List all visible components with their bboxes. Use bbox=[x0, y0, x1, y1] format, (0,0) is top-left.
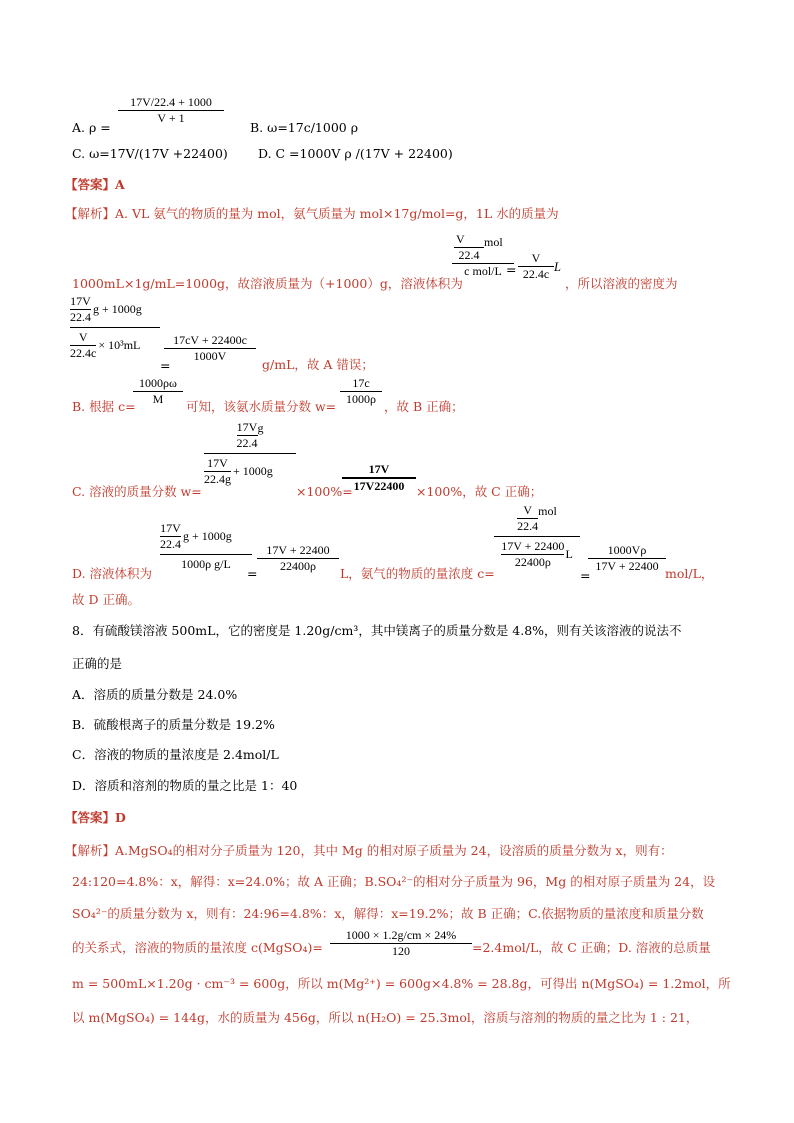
d-den: 1000ρ g/L bbox=[181, 557, 231, 571]
d-text-b: L，氨气的物质的量浓度 c= bbox=[340, 566, 495, 581]
c-text-a: C. 溶液的质量分数 w= bbox=[72, 484, 202, 499]
c-num-den: 22.4 bbox=[236, 436, 258, 450]
d-num-rest: g + 1000g bbox=[183, 529, 232, 543]
c-complex-fraction bbox=[204, 420, 296, 487]
d-conc-fraction bbox=[494, 503, 580, 570]
b-fraction2-num: 17c bbox=[352, 376, 370, 390]
d-num-den: 22.4 bbox=[160, 537, 181, 551]
q7-analysis-line2a: 1000mL×1g/mL=1000g，故溶液质量为（+1000）g，溶液体积为 bbox=[72, 276, 463, 291]
d-result-den: 22400ρ bbox=[280, 559, 316, 573]
density-den-rest: × 10³mL bbox=[98, 338, 141, 352]
q8-analysis-line5: m = 500mL×1.20g · cm⁻³ = 600g，所以 m(Mg²⁺) = 600g×4.8% = 28.8g，可得出 n(MgSO₄) = 1.2mol，所 bbox=[72, 976, 731, 991]
frac-cmol: c mol/L bbox=[464, 264, 502, 278]
d-volume-fraction bbox=[160, 521, 252, 572]
density-result-den: 1000V bbox=[193, 349, 227, 363]
q8-answer: 【答案】D bbox=[65, 810, 126, 825]
q7-answer: 【答案】A bbox=[65, 177, 125, 192]
option-c: C. ω=17V/(17V +22400) bbox=[72, 146, 228, 161]
q8-analysis-line6: 以 m(MgSO₄) = 144g，水的质量为 456g，所以 n(H₂O) = 25.3mol，溶质与溶剂的物质的量之比为 1 : 21， bbox=[72, 1010, 699, 1025]
q7-analysis-line1: 【解析】A. VL 氨气的物质的量为 mol，氨气质量为 mol×17g/mol=g，1L 水的质量为 bbox=[65, 206, 559, 221]
q8-option-a: A．溶质的质量分数是 24.0% bbox=[72, 687, 238, 702]
d-c-num-top: V bbox=[523, 503, 532, 517]
c-fraction-num: 17V bbox=[368, 462, 390, 476]
density-num-den: 22.4 bbox=[70, 310, 91, 324]
option-a-label: A. ρ = bbox=[72, 120, 111, 135]
d-eq2: = bbox=[580, 568, 591, 583]
c-fraction bbox=[342, 462, 416, 494]
q8-analysis-line4a: 的关系式，溶液的物质的量浓度 c(MgSO₄)= bbox=[72, 940, 323, 955]
q8-analysis-line4b: =2.4mol/L，故 C 正确；D. 溶液的总质量 bbox=[472, 940, 711, 955]
density-num-top: 17V bbox=[70, 294, 91, 308]
option-d: D. C =1000V ρ /(17V + 22400) bbox=[258, 146, 453, 161]
b-text-b: 可知，该氨水质量分数 w= bbox=[186, 399, 337, 414]
d-c-den-unit: L bbox=[565, 547, 573, 561]
volume-fraction bbox=[452, 232, 517, 279]
d-num-top: 17V bbox=[160, 521, 181, 535]
d-text-c: mol/L， bbox=[665, 566, 714, 581]
volume-unit-L: L bbox=[554, 260, 561, 274]
q8-conc-fraction bbox=[330, 928, 472, 959]
q8-conc-num: 1000 × 1.2g/cm × 24% bbox=[345, 928, 457, 942]
q8-analysis-line2: 24:120=4.8%：x，解得：x=24.0%；故 A 正确；B.SO₄²⁻的相对分子质量为 96，Mg 的相对原子质量为 24，设 bbox=[72, 874, 716, 889]
density-den-top: V bbox=[78, 330, 88, 344]
c-fraction-den: 17V22400 bbox=[353, 479, 405, 493]
d-result2-den: 17V + 22400 bbox=[595, 559, 659, 573]
b-fraction2-den: 1000ρ bbox=[346, 392, 376, 406]
d-result-fraction bbox=[257, 543, 339, 574]
frac-224: 22.4 bbox=[454, 247, 484, 263]
b-fraction bbox=[133, 376, 183, 407]
density-tail: g/mL，故 A 错误； bbox=[262, 357, 374, 372]
density-eq: = bbox=[160, 358, 171, 373]
density-num-rest: g + 1000g bbox=[93, 302, 142, 316]
q8-conc-den: 120 bbox=[392, 944, 410, 958]
density-result-fraction bbox=[164, 333, 256, 364]
d-result2-num: 1000Vρ bbox=[607, 543, 647, 557]
d-c-den-den: 22400ρ bbox=[501, 554, 564, 570]
b-text-a: B. 根据 c= bbox=[72, 399, 136, 414]
density-den-den: 22.4c bbox=[70, 346, 97, 360]
c-den-den: 22.4g bbox=[204, 472, 231, 486]
b-fraction2 bbox=[340, 376, 382, 407]
c-den-rest: + 1000g bbox=[233, 464, 273, 478]
d-c-num-unit: mol bbox=[538, 504, 557, 518]
c-text-b: ×100%= bbox=[296, 484, 353, 499]
equals-sign: = bbox=[506, 262, 517, 277]
volume-result-numerator: V bbox=[531, 251, 541, 265]
d-eq: = bbox=[247, 566, 258, 581]
d-c-den-num: 17V + 22400 bbox=[501, 539, 565, 553]
d-conclusion: 故 D 正确。 bbox=[72, 592, 140, 607]
option-b: B. ω=17c/1000 ρ bbox=[250, 120, 359, 135]
b-fraction-den: M bbox=[152, 392, 164, 406]
density-result-num: 17cV + 22400c bbox=[173, 333, 247, 347]
d-result-num: 17V + 22400 bbox=[266, 543, 330, 557]
density-fraction bbox=[70, 294, 160, 361]
c-num-top: 17V bbox=[236, 420, 258, 434]
option-a-denominator: V + 1 bbox=[157, 111, 185, 125]
q8-option-b: B．硫酸根离子的质量分数是 19.2% bbox=[72, 717, 275, 732]
q8-option-d: D．溶质和溶剂的物质的量之比是 1：40 bbox=[72, 778, 298, 793]
c-den-top: 17V bbox=[207, 456, 228, 470]
frac-mol: mol bbox=[484, 235, 503, 249]
q8-option-c: C．溶液的物质的量浓度是 2.4mol/L bbox=[72, 747, 279, 762]
option-a-numerator: 17V/22.4 + 1000 bbox=[130, 95, 212, 109]
b-fraction-num: 1000ρω bbox=[139, 376, 177, 390]
q8-stem-line1: 8．有硫酸镁溶液 500mL，它的密度是 1.20g/cm³，其中镁离子的质量分数是 4.8%，则有关该溶液的说法不 bbox=[72, 623, 682, 638]
q7-analysis-line2b: ，所以溶液的密度为 bbox=[565, 276, 678, 291]
volume-result-denominator: 22.4c bbox=[522, 267, 550, 281]
q8-analysis-line3: SO₄²⁻的质量分数为 x，则有：24:96=4.8%：x，解得：x=19.2%；故 B 正确；C.依据物质的量浓度和质量分数 bbox=[72, 906, 704, 921]
d-result2-fraction bbox=[588, 543, 666, 574]
d-text-a: D. 溶液体积为 bbox=[72, 566, 153, 581]
q8-stem-line2: 正确的是 bbox=[72, 656, 123, 671]
c-text-c: ×100%，故 C 正确； bbox=[416, 484, 543, 499]
b-text-c: ，故 B 正确； bbox=[384, 399, 464, 414]
d-c-num-den: 22.4 bbox=[517, 519, 539, 533]
volume-result-fraction bbox=[518, 251, 554, 282]
option-a-fraction bbox=[118, 95, 224, 126]
q8-analysis-line1: 【解析】A.MgSO₄的相对分子质量为 120，其中 Mg 的相对原子质量为 24，设溶质的质量分数为 x，则有： bbox=[65, 843, 673, 858]
frac-v: V bbox=[456, 232, 465, 246]
c-num-unit: g bbox=[257, 421, 264, 435]
